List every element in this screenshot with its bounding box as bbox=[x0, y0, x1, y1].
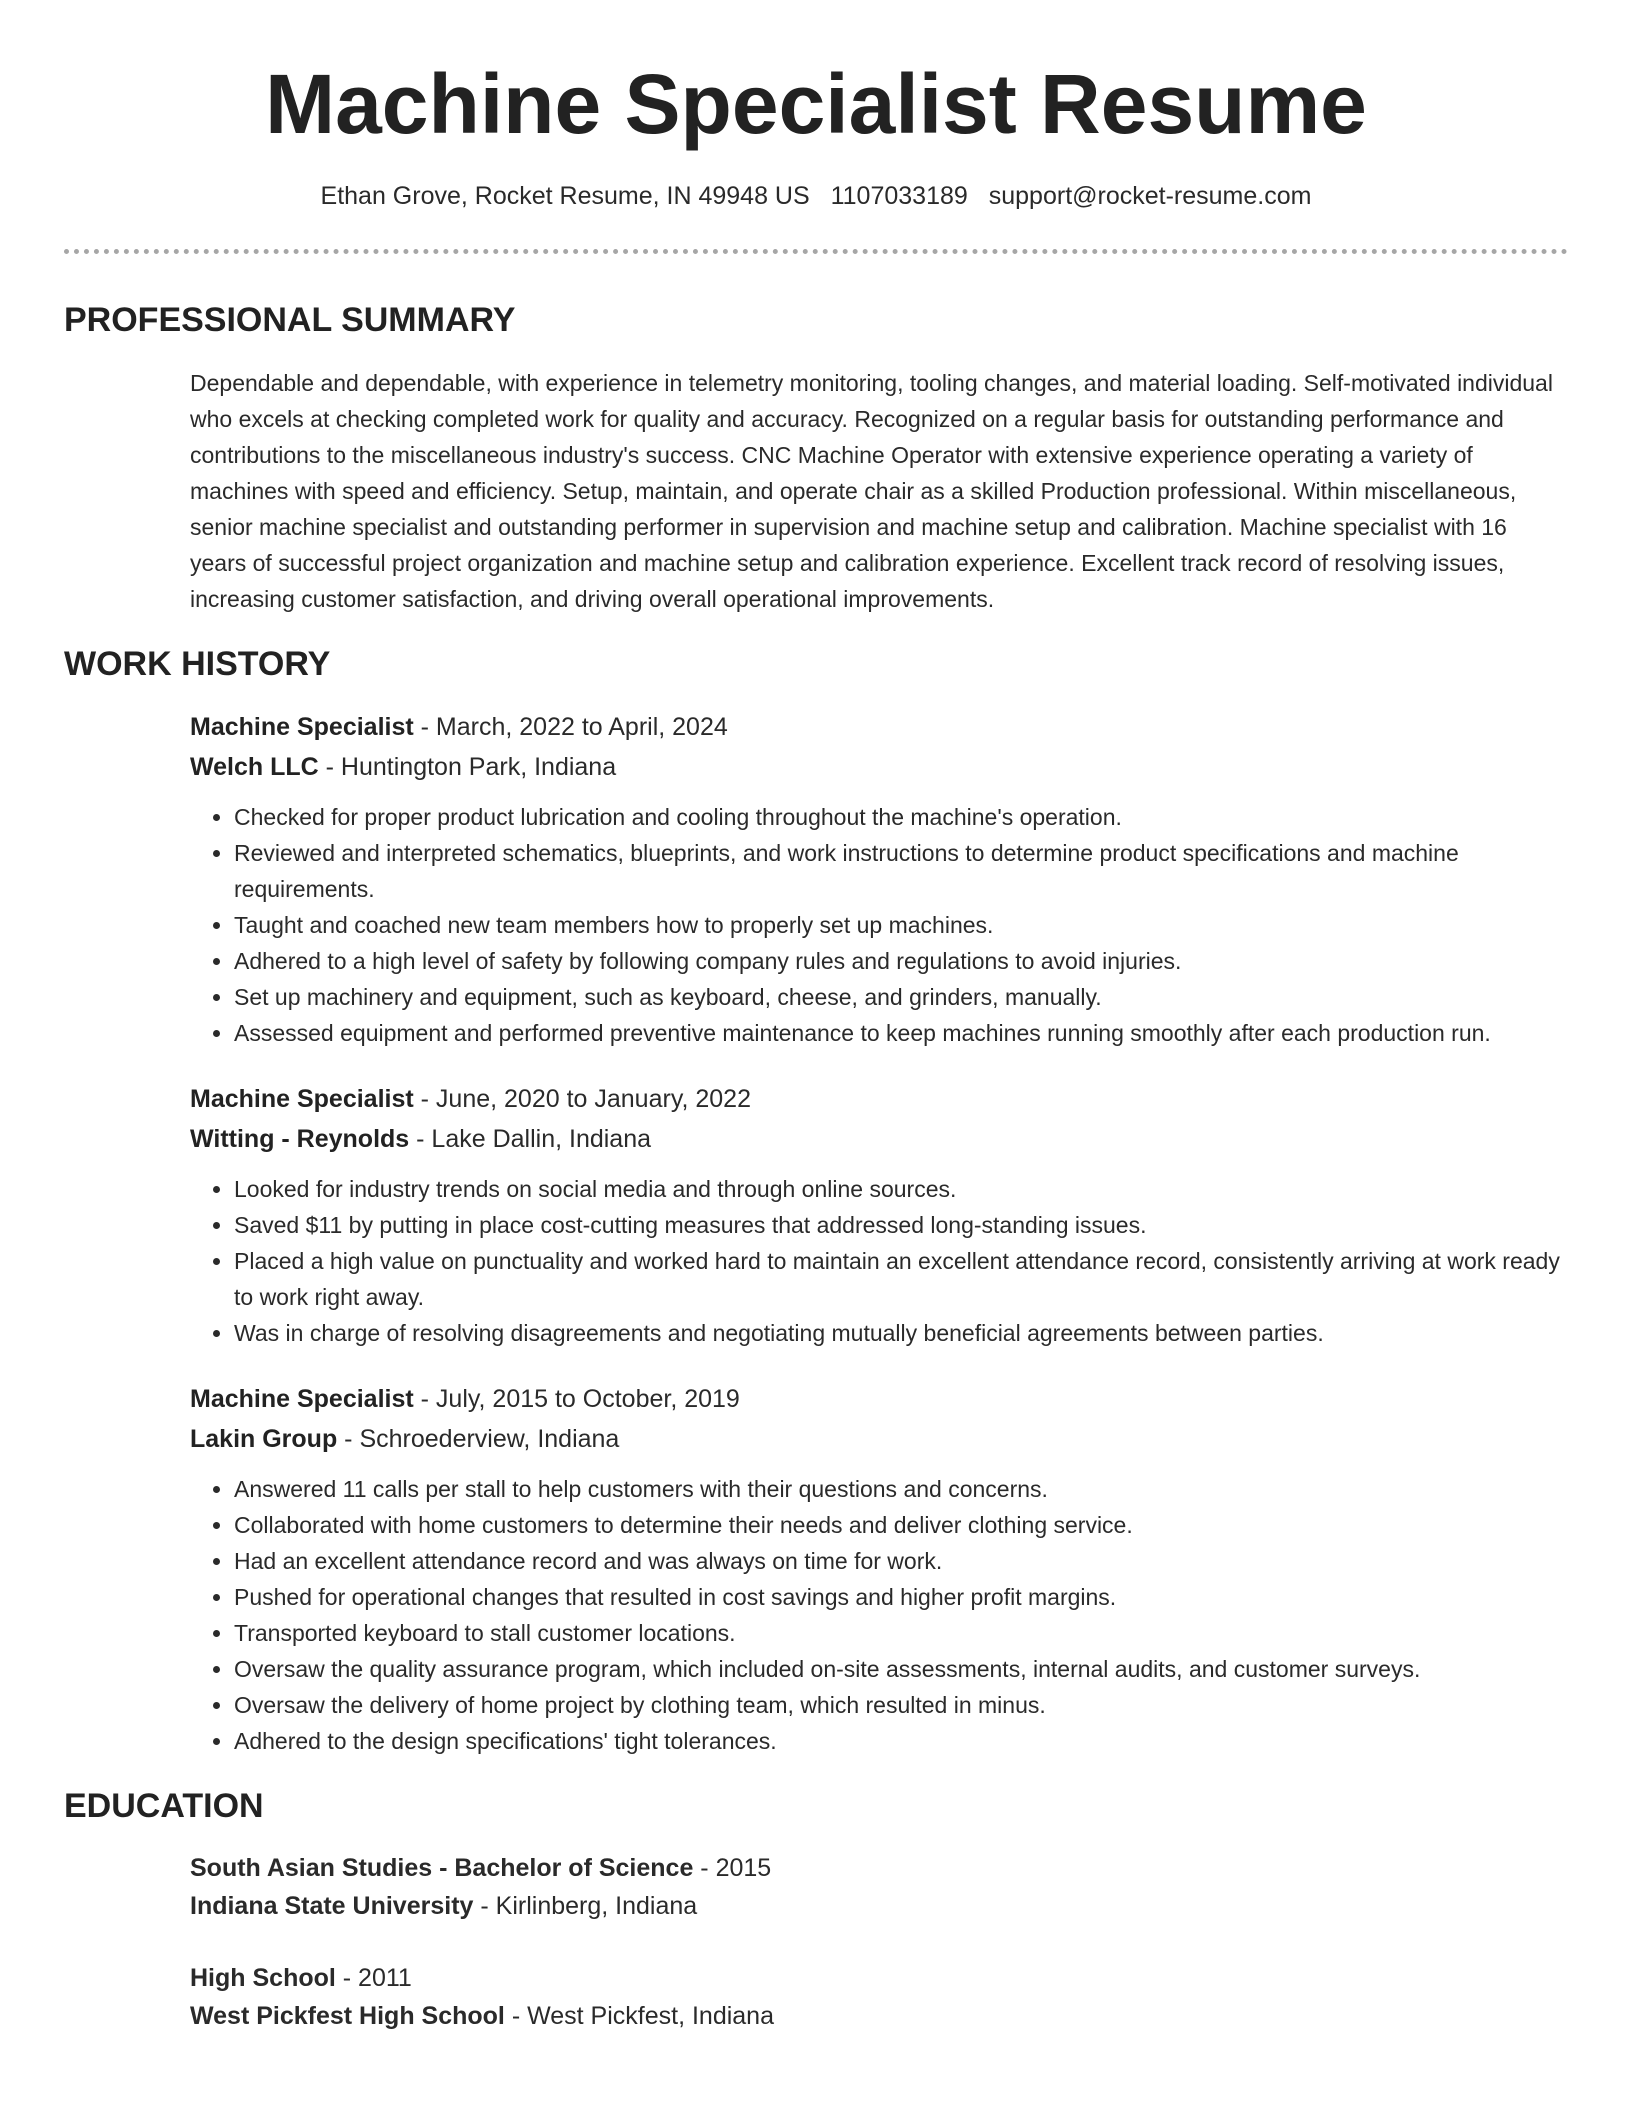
contact-email: support@rocket-resume.com bbox=[988, 182, 1312, 210]
job-bullet: • Was in charge of resolving disagreements and negotiating mutually beneficial agreements between parties. bbox=[234, 1315, 1568, 1351]
job-company: Lakin Group bbox=[190, 1425, 338, 1453]
education-degree-line bbox=[190, 1849, 1568, 1887]
job-bullet: • Assessed equipment and performed preventive maintenance to keep machines running smoothly after each production run. bbox=[234, 1015, 1568, 1051]
job-bullet: • Looked for industry trends on social media and through online sources. bbox=[234, 1171, 1568, 1207]
education-degree-line bbox=[190, 1959, 1568, 1997]
job-bullet: • Adhered to the design specifications' tight tolerances. bbox=[234, 1723, 1568, 1759]
education-location: - West Pickfest, Indiana bbox=[504, 2002, 774, 2030]
education-location: - Kirlinberg, Indiana bbox=[473, 1892, 698, 1920]
resume-page bbox=[64, 0, 1568, 2035]
job-bullet: • Saved $11 by putting in place cost-cutting measures that addressed long-standing issues. bbox=[234, 1207, 1568, 1243]
job-bullet: • Oversaw the delivery of home project by clothing team, which resulted in minus. bbox=[234, 1687, 1568, 1723]
job-company: Witting - Reynolds bbox=[190, 1125, 410, 1153]
job-bullet: • Had an excellent attendance record and was always on time for work. bbox=[234, 1543, 1568, 1579]
job-location: - Huntington Park, Indiana bbox=[318, 753, 617, 781]
contact-phone: 1107033189 bbox=[830, 182, 968, 210]
contact-address: Ethan Grove, Rocket Resume, IN 49948 US bbox=[320, 182, 810, 210]
job-bullets bbox=[190, 799, 1568, 1051]
job-dates: - March, 2022 to April, 2024 bbox=[413, 713, 728, 741]
job-title-line bbox=[190, 707, 1568, 747]
job-entry bbox=[190, 1079, 1568, 1351]
job-bullets bbox=[190, 1171, 1568, 1351]
job-bullet: • Oversaw the quality assurance program, which included on-site assessments, internal audits, and customer surveys. bbox=[234, 1651, 1568, 1687]
contact-line bbox=[64, 180, 1568, 212]
job-company-line bbox=[190, 1419, 1568, 1459]
education-year: - 2011 bbox=[335, 1964, 412, 1992]
resume-title: Machine Specialist Resume bbox=[265, 57, 1367, 151]
job-dates: - July, 2015 to October, 2019 bbox=[413, 1385, 740, 1413]
education-school-line bbox=[190, 1997, 1568, 2035]
job-entry bbox=[190, 1379, 1568, 1759]
job-title: Machine Specialist bbox=[190, 1385, 414, 1413]
job-bullet: • Transported keyboard to stall customer locations. bbox=[234, 1615, 1568, 1651]
job-bullet: • Reviewed and interpreted schematics, blueprints, and work instructions to determine product specifications and machine requirements. bbox=[234, 835, 1568, 907]
job-title: Machine Specialist bbox=[190, 1085, 414, 1113]
education-entry bbox=[190, 1849, 1568, 1925]
education-school: Indiana State University bbox=[190, 1892, 474, 1920]
job-company-line bbox=[190, 1119, 1568, 1159]
job-location: - Lake Dallin, Indiana bbox=[409, 1125, 652, 1153]
job-bullet: • Pushed for operational changes that resulted in cost savings and higher profit margins. bbox=[234, 1579, 1568, 1615]
job-bullet: • Taught and coached new team members how to properly set up machines. bbox=[234, 907, 1568, 943]
summary-text: Dependable and dependable, with experience in telemetry monitoring, tooling changes, and material loading. Self-motivated individual who excels at checking completed work for quality and accuracy. Recognized on a regular basis for outstanding performance and contributions to the miscellaneous industry's success. CNC Machine Operator with extensive experience operating a variety of machines with speed and efficiency. Setup, maintain, and operate chair as a skilled Production professional. Within miscellaneous, senior machine specialist and outstanding performer in supervision and machine setup and calibration. Machine specialist with 16 years of successful project organization and machine setup and calibration experience. Excellent track record of resolving issues, increasing customer satisfaction, and driving overall operational improvements. bbox=[190, 370, 1553, 612]
job-bullet: • Answered 11 calls per stall to help customers with their questions and concerns. bbox=[234, 1471, 1568, 1507]
job-bullet: • Adhered to a high level of safety by following company rules and regulations to avoid injuries. bbox=[234, 943, 1568, 979]
summary-heading: PROFESSIONAL SUMMARY bbox=[64, 301, 516, 339]
job-location: - Schroederview, Indiana bbox=[337, 1425, 620, 1453]
job-bullet: • Set up machinery and equipment, such as keyboard, cheese, and grinders, manually. bbox=[234, 979, 1568, 1015]
education-school: West Pickfest High School bbox=[190, 2002, 505, 2030]
job-entry bbox=[190, 707, 1568, 1051]
education-degree: High School bbox=[190, 1964, 336, 1992]
job-title-line bbox=[190, 1379, 1568, 1419]
education-year: - 2015 bbox=[693, 1854, 772, 1882]
job-company-line bbox=[190, 747, 1568, 787]
work-history-heading: WORK HISTORY bbox=[64, 645, 331, 683]
education-school-line bbox=[190, 1887, 1568, 1925]
job-dates: - June, 2020 to January, 2022 bbox=[413, 1085, 751, 1113]
job-bullet: • Placed a high value on punctuality and worked hard to maintain an excellent attendance record, consistently arriving at work ready to work right away. bbox=[234, 1243, 1568, 1315]
job-bullet: • Checked for proper product lubrication and cooling throughout the machine's operation. bbox=[234, 799, 1568, 835]
job-bullet: • Collaborated with home customers to determine their needs and deliver clothing service. bbox=[234, 1507, 1568, 1543]
header-divider bbox=[64, 249, 1568, 254]
education-entry bbox=[190, 1959, 1568, 2035]
job-title: Machine Specialist bbox=[190, 713, 414, 741]
job-company: Welch LLC bbox=[190, 753, 319, 781]
job-title-line bbox=[190, 1079, 1568, 1119]
job-bullets bbox=[190, 1471, 1568, 1759]
education-degree: South Asian Studies - Bachelor of Science bbox=[190, 1854, 694, 1882]
education-heading: EDUCATION bbox=[64, 1787, 264, 1825]
